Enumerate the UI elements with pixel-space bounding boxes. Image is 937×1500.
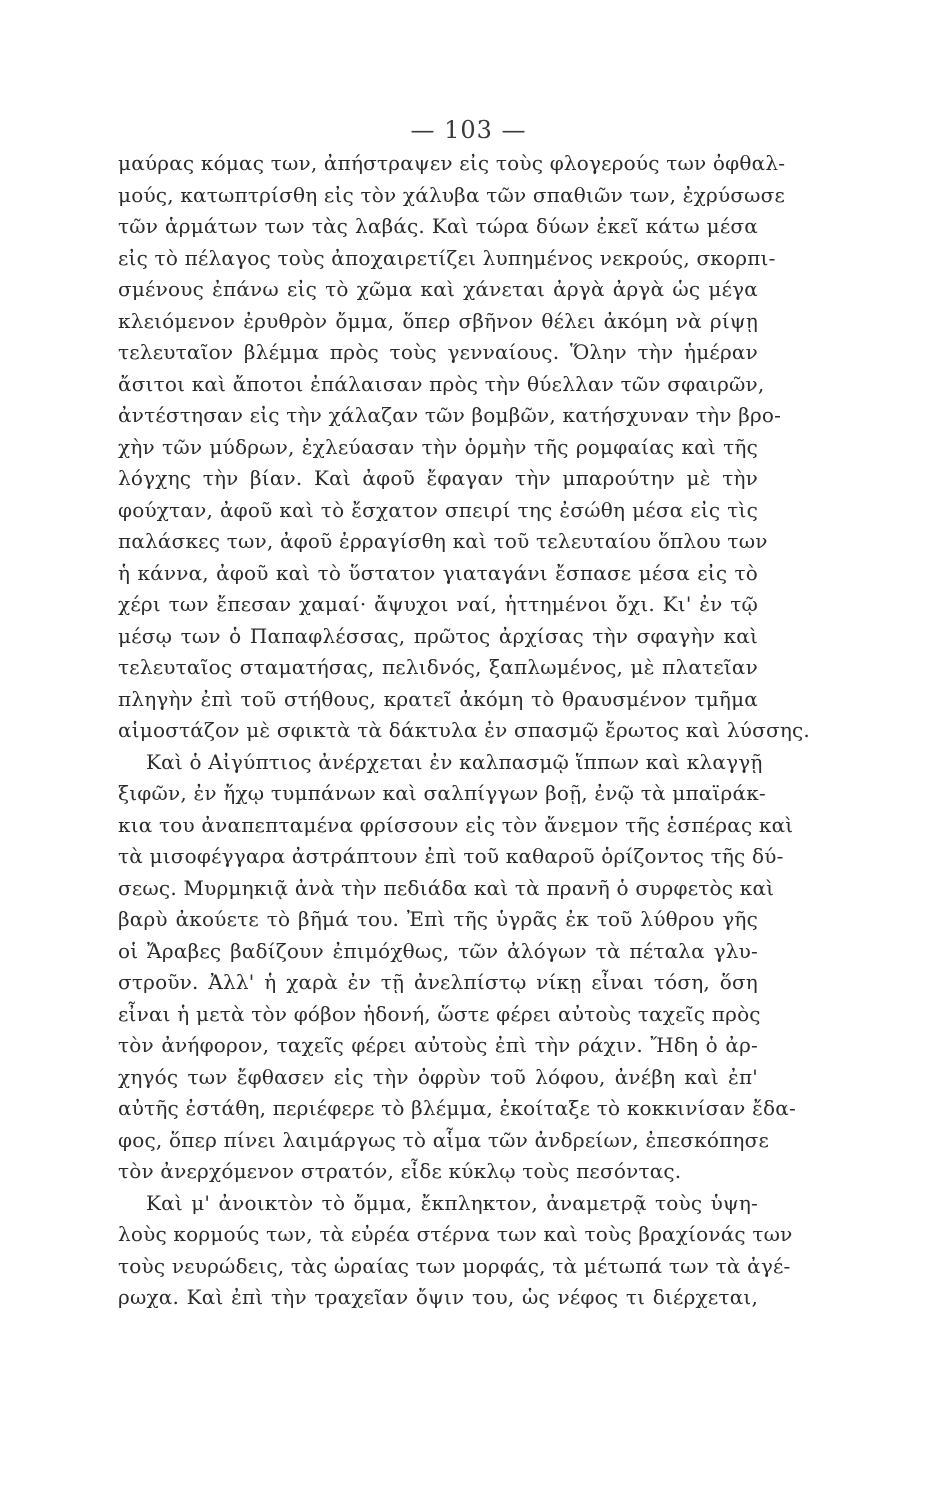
text-line: σεως. Μυρμηκιᾷ ἀνὰ τὴν πεδιάδα καὶ τὰ πρανῆ ὁ συρφετὸς καὶ — [118, 875, 775, 900]
text-line: λόγχης τὴν βίαν. Καὶ ἀφοῦ ἔφαγαν τὴν μπαρούτην μὲ τὴν — [118, 466, 758, 490]
page-number: — 103 — — [410, 116, 527, 144]
text-line: αὐτῆς ἐστάθη, περιέφερε τὸ βλέμμα, ἐκοίταξε τὸ κοκκινίσαν ἔδα- — [118, 1096, 796, 1120]
text-line: οἱ Ἄραβες βαδίζουν ἐπιμόχθως, τῶν ἀλόγων τὰ πέταλα γλυ- — [118, 938, 758, 963]
body-text — [118, 148, 810, 1314]
text-line: ἡ κάννα, ἀφοῦ καὶ τὸ ὕστατον γιαταγάνι ἔσπασε μέσα εἰς τὸ — [118, 560, 758, 585]
text-line: τῶν ἁρμάτων των τὰς λαβάς. Καὶ τώρα δύων ἐκεῖ κάτω μέσα — [118, 214, 758, 238]
text-line: χὴν τῶν μύδρων, ἐχλεύασαν τὴν ὁρμὴν τῆς ρομφαίας καὶ τῆς — [118, 434, 758, 459]
text-line: ἄσιτοι καὶ ἄποτοι ἐπάλαισαν πρὸς τὴν θύελλαν τῶν σφαιρῶν, — [118, 371, 765, 396]
text-line: ἀντέστησαν εἰς τὴν χάλαζαν τῶν βομβῶν, κατήσχυναν τὴν βρο- — [118, 403, 782, 427]
text-line: εἶναι ἡ μετὰ τὸν φόβον ἡδονή, ὥστε φέρει αὐτοὺς ταχεῖς πρὸς — [118, 1001, 761, 1026]
text-line: παλάσκες των, ἀφοῦ ἐρραγίσθη καὶ τοῦ τελευταίου ὅπλου των — [118, 529, 768, 553]
text-line: πληγὴν ἐπὶ τοῦ στήθους, κρατεῖ ἀκόμη τὸ θραυσμένον τμῆμα — [118, 686, 758, 711]
text-line: Καὶ μ' ἀνοικτὸν τὸ ὄμμα, ἔκπληκτον, ἀναμετρᾷ τοὺς ὑψη- — [146, 1190, 758, 1215]
text-line: ξιφῶν, ἐν ἤχῳ τυμπάνων καὶ σαλπίγγων βοῇ, ἐνῷ τὰ μπαϊράκ- — [118, 781, 766, 805]
text-line: τὰ μισοφέγγαρα ἀστράπτουν ἐπὶ τοῦ καθαροῦ ὁρίζοντος τῆς δύ- — [118, 844, 784, 868]
text-line: μαύρας κόμας των, ἀπήστραψεν εἰς τοὺς φλογερούς των ὀφθαλ- — [118, 151, 786, 175]
text-line: τὸν ἀνερχόμενον στρατόν, εἶδε κύκλῳ τοὺς πεσόντας. — [118, 1159, 682, 1183]
text-line: κλειόμενον ἐρυθρὸν ὄμμα, ὅπερ σβῆνον θέλει ἀκόμη νὰ ρίψῃ — [118, 308, 758, 333]
text-line: φος, ὅπερ πίνει λαιμάργως τὸ αἷμα τῶν ἀνδρείων, ἐπεσκόπησε — [118, 1127, 770, 1152]
text-line: χέρι των ἔπεσαν χαμαί· ἄψυχοι ναί, ἡττημένοι ὄχι. Κι' ἐν τῷ — [118, 592, 758, 616]
text-line: τελευταῖον βλέμμα πρὸς τοὺς γενναίους. Ὅλην τὴν ἡμέραν — [118, 340, 758, 364]
text-line: κια του ἀναπεπταμένα φρίσσουν εἰς τὸν ἄνεμον τῆς ἑσπέρας καὶ — [118, 812, 794, 837]
paragraph — [118, 747, 796, 1188]
text-line: μέσῳ των ὁ Παπαφλέσσας, πρῶτος ἀρχίσας τὴν σφαγὴν καὶ — [118, 623, 758, 648]
text-line: βαρὺ ἀκούετε τὸ βῆμά του. Ἐπὶ τῆς ὑγρᾶς ἐκ τοῦ λύθρου γῆς — [118, 907, 758, 931]
text-line: αἱμοστάζον μὲ σφικτὰ τὰ δάκτυλα ἐν σπασμῷ ἔρωτος καὶ λύσσης. — [118, 718, 810, 742]
text-line: τὸν ἀνήφορον, ταχεῖς φέρει αὐτοὺς ἐπὶ τὴν ράχιν. Ἤδη ὁ ἀρ- — [118, 1033, 758, 1057]
paragraph — [118, 148, 810, 747]
text-line: Καὶ ὁ Αἰγύπτιος ἀνέρχεται ἐν καλπασμῷ ἵππων καὶ κλαγγῇ — [146, 749, 763, 774]
text-line: εἰς τὸ πέλαγος τοὺς ἀποχαιρετίζει λυπημένος νεκρούς, σκορπι- — [118, 245, 776, 270]
text-line: τοὺς νευρώδεις, τὰς ὡραίας των μορφάς, τὰ μέτωπά των τὰ ἀγέ- — [118, 1253, 791, 1278]
text-line: ρωχα. Καὶ ἐπὶ τὴν τραχεῖαν ὄψιν του, ὡς νέφος τι διέρχεται, — [118, 1285, 758, 1309]
text-line: χηγός των ἔφθασεν εἰς τὴν ὀφρὺν τοῦ λόφου, ἀνέβη καὶ ἐπ' — [118, 1064, 758, 1089]
text-line: τελευταῖος σταματήσας, πελιδνός, ξαπλωμένος, μὲ πλατεῖαν — [118, 655, 758, 679]
text-line: σμένους ἐπάνω εἰς τὸ χῶμα καὶ χάνεται ἀργὰ ἀργὰ ὡς μέγα — [118, 277, 758, 301]
text-line: στροῦν. Ἀλλ' ἡ χαρὰ ἐν τῇ ἀνελπίστῳ νίκῃ εἶναι τόση, ὅση — [118, 970, 758, 994]
text-line: λοὺς κορμούς των, τὰ εὐρέα στέρνα των καὶ τοὺς βραχίονάς των — [118, 1222, 793, 1246]
text-line: φούχταν, ἀφοῦ καὶ τὸ ἔσχατον σπειρί της ἐσώθη μέσα εἰς τὶς — [118, 497, 758, 522]
paragraph — [118, 1188, 793, 1314]
text-line: μούς, κατωπτρίσθη εἰς τὸν χάλυβα τῶν σπαθιῶν των, ἐχρύσωσε — [118, 182, 786, 207]
